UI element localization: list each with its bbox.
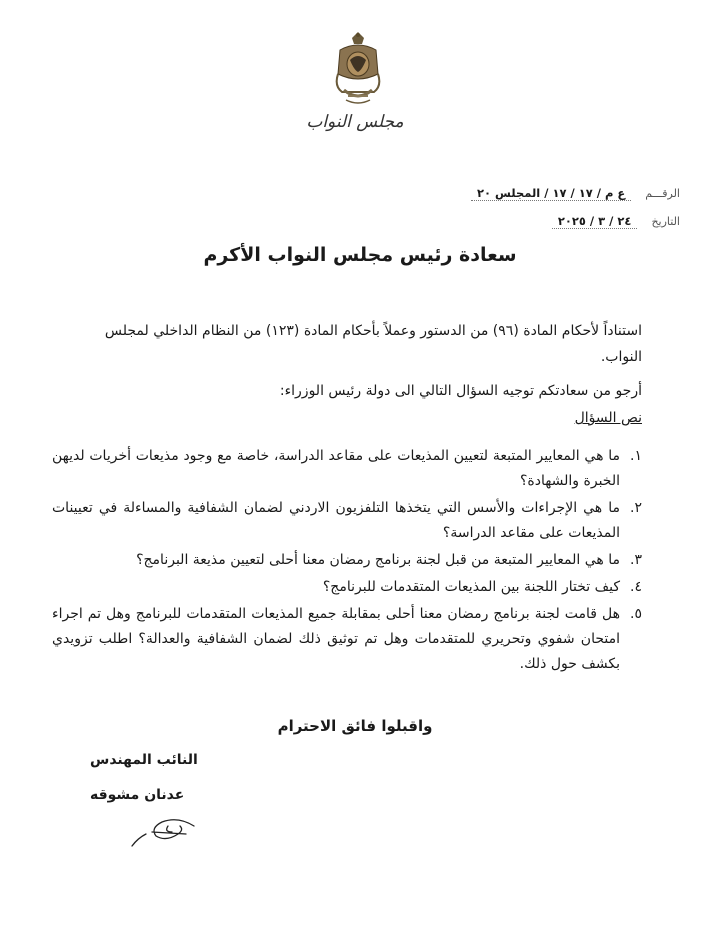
questions-list (52, 444, 642, 679)
question-text: ما هي الإجراءات والأسس التي يتخذها التلفزيون الاردني لضمان الشفافية والمساءلة في تعيينات المذيعات على مقاعد الدراسة؟ (52, 500, 620, 541)
question-text: كيف تختار اللجنة بين المذيعات المتقدمات للبرنامج؟ (322, 579, 620, 595)
date-label: التاريخ (651, 215, 680, 228)
question-number: ١. (630, 448, 642, 464)
question-number: ٣. (630, 552, 642, 568)
question-number: ٤. (630, 579, 642, 595)
addressee-heading: سعادة رئيس مجلس النواب الأكرم (203, 244, 517, 266)
question-number: ٥. (630, 606, 642, 622)
org-name-logo: مجلس النواب (306, 112, 404, 132)
request-paragraph: أرجو من سعادتكم توجيه السؤال التالي الى دولة رئيس الوزراء: (279, 383, 642, 399)
signatory-title: النائب المهندس (90, 752, 198, 768)
question-item (52, 575, 642, 600)
question-item (52, 548, 642, 573)
reference-row (471, 186, 680, 201)
date-value: ٢٤ / ٣ / ٢٠٢٥ (552, 214, 638, 229)
questions-title: نص السؤال (574, 410, 642, 426)
handwritten-signature-icon (128, 812, 198, 852)
date-row (552, 214, 680, 229)
closing-line: واقبلوا فائق الاحترام (277, 717, 433, 735)
question-number: ٢. (630, 500, 642, 516)
reference-label: الرقـــم (645, 187, 680, 200)
question-text: هل قامت لجنة برنامج رمضان معنا أحلى بمقابلة جميع المذيعات المتقدمات للبرنامج وهل تم اجراء امتحان شفوي وتحريري للمتقدمات وهل تم توثيق ذلك لضمان الشفافية والعدالة؟ اطلب تزويدي بكشف حول ذلك. (52, 606, 620, 672)
intro-paragraph: استناداً لأحكام المادة (٩٦) من الدستور وعملاً بأحكام المادة (١٢٣) من النظام الداخلي لمجلس النواب. (104, 323, 642, 365)
question-text: ما هي المعايير المتبعة لتعيين المذيعات على مقاعد الدراسة، خاصة مع وجود مذيعات أخريات لديهن الخبرة والشهادة؟ (52, 448, 620, 489)
question-item (52, 444, 642, 494)
question-text: ما هي المعايير المتبعة من قبل لجنة برنامج رمضان معنا أحلى لتعيين مذيعة البرنامج؟ (136, 552, 620, 568)
reference-value: ع م / ١٧ / ١٧ / المجلس ٢٠ (471, 186, 631, 201)
signatory-name: عدنان مشوقه (90, 787, 185, 803)
question-item (52, 602, 642, 677)
hashemite-crest-icon (332, 30, 384, 108)
question-item (52, 496, 642, 546)
